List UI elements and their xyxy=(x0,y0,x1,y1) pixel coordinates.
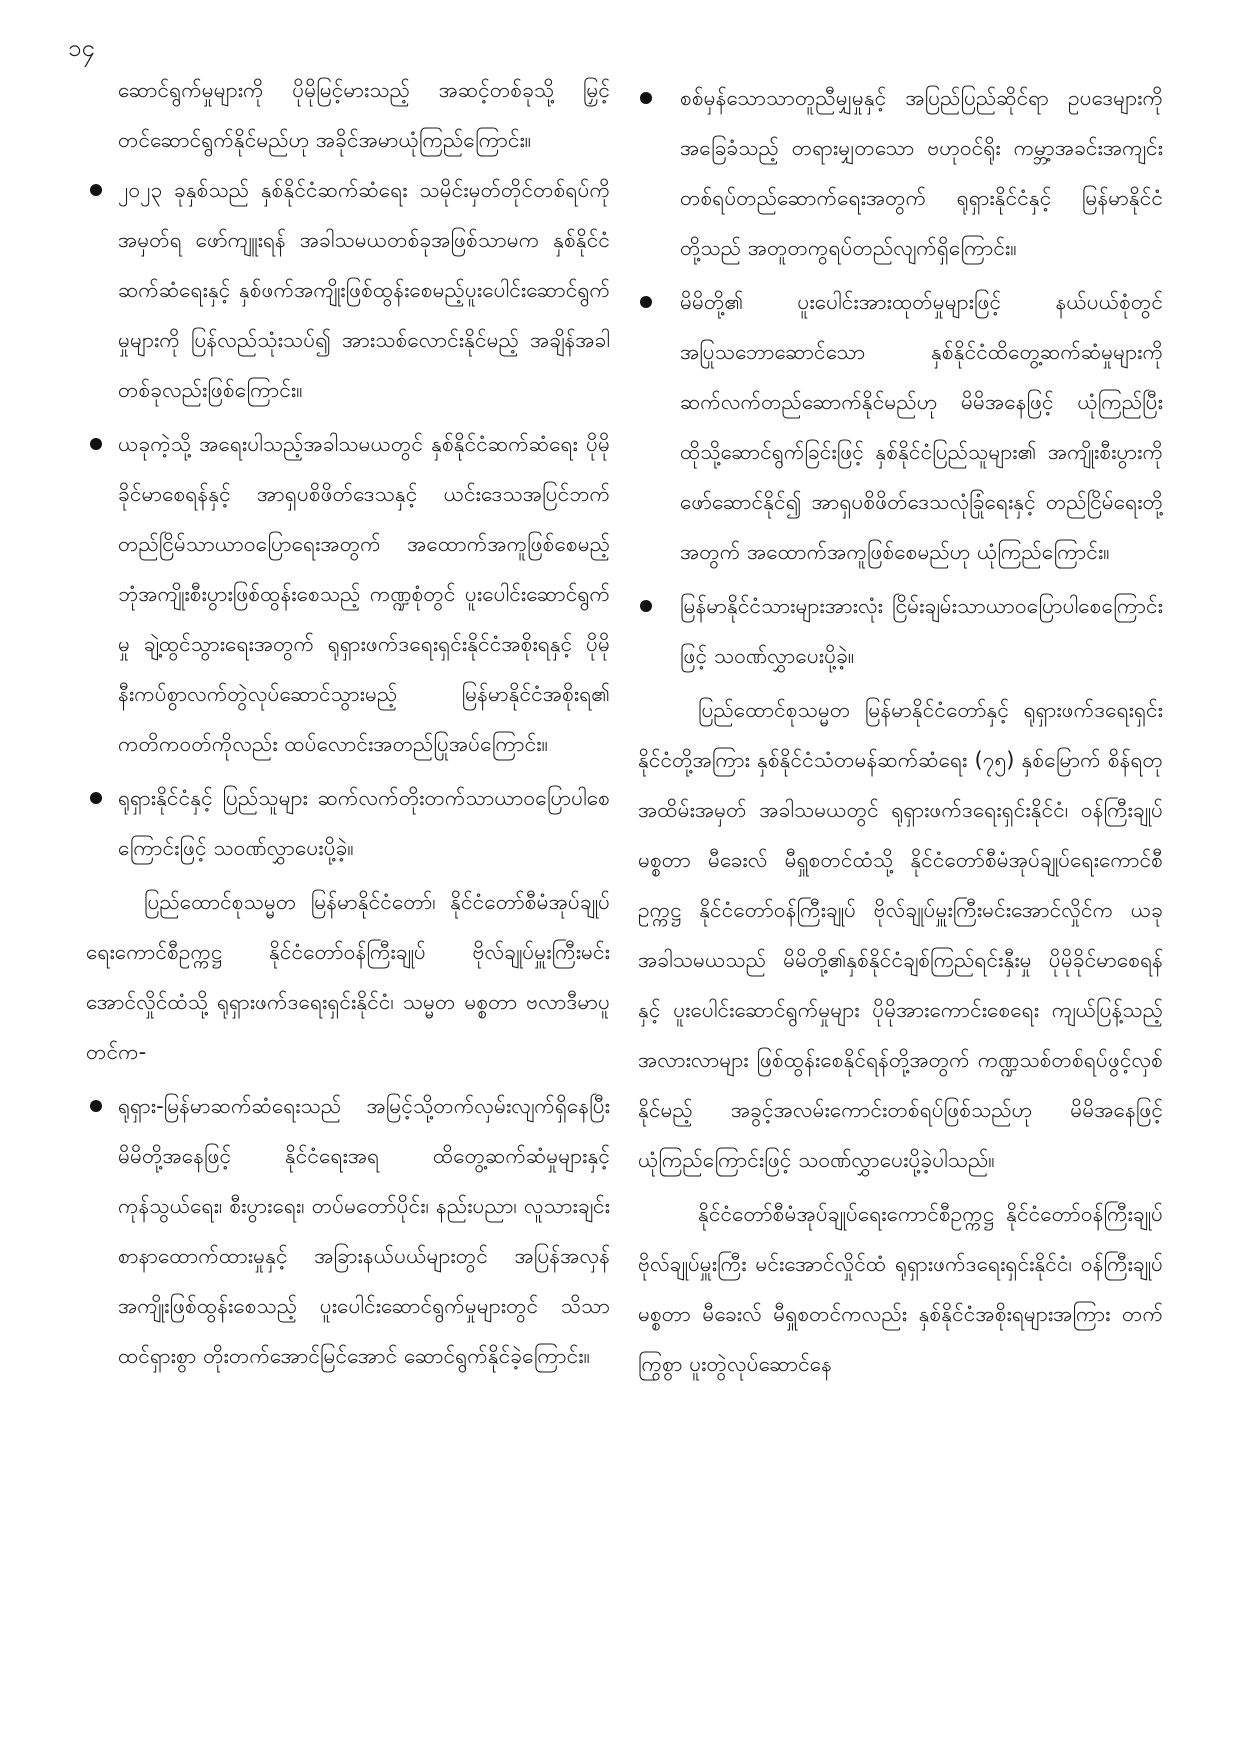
bullet-icon xyxy=(90,184,102,196)
bullet-item xyxy=(86,165,610,415)
bullet-item xyxy=(638,73,1163,273)
bullet-icon xyxy=(90,438,102,450)
bullet-text: မြန်မာနိုင်ငံသားများအားလုံး ငြိမ်းချမ်းသာယာဝပြောပါစေကြောင်းဖြင့် သဝဏ်လွှာပေးပို့ခဲ့။ xyxy=(680,594,1163,668)
bullet-item xyxy=(86,1081,610,1381)
bullet-icon xyxy=(640,92,652,104)
right-column xyxy=(638,73,1163,1673)
bullet-text: ရုရှားနိုင်ငံနှင့် ပြည်သူများ ဆက်လက်တိုးတက်သာယာဝပြောပါစေကြောင်းဖြင့် သဝဏ်လွှာပေးပို့ခဲ့။ xyxy=(118,786,610,860)
bullet-icon xyxy=(90,792,102,804)
body-paragraph xyxy=(86,877,610,1077)
left-column xyxy=(86,65,610,1625)
bullet-item xyxy=(638,581,1163,681)
bullet-text: စစ်မှန်သောသာတူညီမျှမှုနှင့် အပြည်ပြည်ဆိုင်ရာ ဥပဒေများကိုအခြေခံသည့် တရားမျှတသော ဗဟုဝင်ရိုး ကမ္ဘာ့အခင်းအကျင်း တစ်ရပ်တည်ဆောက်ရေးအတွက် ရုရှားနိုင်ငံနှင့် မြန်မာနိုင်ငံတို့သည် အတူတကွရပ်တည်လျက်ရှိကြောင်း။ xyxy=(680,86,1163,260)
body-paragraph xyxy=(638,685,1163,1185)
bullet-text: ရုရှား-မြန်မာဆက်ဆံရေးသည် အမြင့်သို့တက်လှမ်းလျက်ရှိနေပြီး မိမိတို့အနေဖြင့် နိုင်ငံရေးအရ ထိတွေ့ဆက်ဆံမှုများနှင့် ကုန်သွယ်ရေး၊ စီးပွားရေး၊ တပ်မတော်ပိုင်း၊ နည်းပညာ၊ လူသားချင်းစာနာထောက်ထားမှုနှင့် အခြားနယ်ပယ်များတွင် အပြန်အလှန် အကျိုးဖြစ်ထွန်းစေသည့် ပူးပေါင်းဆောင်ရွက်မှုများတွင် သိသာထင်ရှားစွာ တိုးတက်အောင်မြင်အောင် ဆောင်ရွက်နိုင်ခဲ့ကြောင်း။ xyxy=(118,1094,610,1368)
bullet-item xyxy=(638,277,1163,577)
bullet-text: ယခုကဲ့သို့ အရေးပါသည့်အခါသမယတွင် နှစ်နိုင်ငံဆက်ဆံရေး ပိုမိုခိုင်မာစေရန်နှင့် အာရှပစိဖိတ်ဒေသနှင့် ယင်းဒေသအပြင်ဘက် တည်ငြိမ်သာယာဝပြောရေးအတွက် အထောက်အကူဖြစ်စေမည့် ဘုံအကျိုးစီးပွားဖြစ်ထွန်းစေသည့် ကဏ္ဍစုံတွင် ပူးပေါင်းဆောင်ရွက်မှု ချဲ့ထွင်သွားရေးအတွက် ရုရှားဖက်ဒရေးရှင်းနိုင်ငံအစိုးရနှင့် ပိုမိုနီးကပ်စွာလက်တွဲလုပ်ဆောင်သွားမည့် မြန်မာနိုင်ငံအစိုးရ၏ ကတိကဝတ်ကိုလည်း ထပ်လောင်းအတည်ပြုအပ်ကြောင်း။ xyxy=(118,432,610,756)
bullet-item xyxy=(86,773,610,873)
paragraph-text: ပြည်ထောင်စုသမ္မတ မြန်မာနိုင်ငံတော်၊ နိုင်ငံတော်စီမံအုပ်ချုပ်ရေးကောင်စီဥက္ကဋ္ဌ နိုင်ငံတော်ဝန်ကြီးချုပ် ဗိုလ်ချုပ်မှူးကြီးမင်းအောင်လှိုင်ထံသို့ ရုရှားဖက်ဒရေးရှင်းနိုင်ငံ၊ သမ္မတ မစ္စတာ ဗလာဒီမာပူတင်က- xyxy=(86,890,610,1064)
bullet-icon xyxy=(640,296,652,308)
bullet-icon xyxy=(90,1100,102,1112)
bullet-icon xyxy=(640,600,652,612)
page-number: ၁၄ xyxy=(68,34,95,62)
continued-paragraph xyxy=(86,65,610,165)
paragraph-text: နိုင်ငံတော်စီမံအုပ်ချုပ်ရေးကောင်စီဥက္ကဋ္ဌ နိုင်ငံတော်ဝန်ကြီးချုပ် ဗိုလ်ချုပ်မှူးကြီး မင်းအောင်လှိုင်ထံ ရုရှားဖက်ဒရေးရှင်းနိုင်ငံ၊ ဝန်ကြီးချုပ် မစ္စတာ မီခေးလ် မီရှူစတင်ကလည်း နှစ်နိုင်ငံအစိုးရများအကြား တက်ကြွစွာ ပူးတွဲလုပ်ဆောင်နေ xyxy=(638,1202,1163,1376)
bullet-text: မိမိတို့၏ ပူးပေါင်းအားထုတ်မှုများဖြင့် နယ်ပယ်စုံတွင် အပြုသဘောဆောင်သော နှစ်နိုင်ငံထိတွေ့ဆက်ဆံမှုများကို ဆက်လက်တည်ဆောက်နိုင်မည်ဟု မိမိအနေဖြင့် ယုံကြည်ပြီး ထိုသို့ဆောင်ရွက်ခြင်းဖြင့် နှစ်နိုင်ငံပြည်သူများ၏ အကျိုးစီးပွားကို ဖော်ဆောင်နိုင်၍ အာရှပစိဖိတ်ဒေသလုံခြုံရေးနှင့် တည်ငြိမ်ရေးတို့အတွက် အထောက်အကူဖြစ်စေမည်ဟု ယုံကြည်ကြောင်း။ xyxy=(680,290,1163,564)
body-paragraph xyxy=(638,1189,1163,1389)
paragraph-text: ပြည်ထောင်စုသမ္မတ မြန်မာနိုင်ငံတော်နှင့် ရုရှားဖက်ဒရေးရှင်းနိုင်ငံတို့အကြား နှစ်နိုင်ငံသံတမန်ဆက်ဆံရေး (၇၅) နှစ်မြောက် စိန်ရတုအထိမ်းအမှတ် အခါသမယတွင် ရုရှားဖက်ဒရေးရှင်းနိုင်ငံ၊ ဝန်ကြီးချုပ် မစ္စတာ မီခေးလ် မီရှူစတင်ထံသို့ နိုင်ငံတော်စီမံအုပ်ချုပ်ရေးကောင်စီဥက္ကဋ္ဌ နိုင်ငံတော်ဝန်ကြီးချုပ် ဗိုလ်ချုပ်မှူးကြီးမင်းအောင်လှိုင်က ယခုအခါသမယသည် မိမိတို့၏နှစ်နိုင်ငံချစ်ကြည်ရင်းနှီးမှု ပိုမိုခိုင်မာစေရန်နှင့် ပူးပေါင်းဆောင်ရွက်မှုများ ပိုမိုအားကောင်းစေရေး ကျယ်ပြန့်သည့်အလားလာများ ဖြစ်ထွန်းစေနိုင်ရန်တို့အတွက် ကဏ္ဍသစ်တစ်ရပ်ဖွင့်လှစ်နိုင်မည့် အခွင့်အလမ်းကောင်းတစ်ရပ်ဖြစ်သည်ဟု မိမိအနေဖြင့် ယုံကြည်ကြောင်းဖြင့် သဝဏ်လွှာပေးပို့ခဲ့ပါသည်။ xyxy=(638,698,1163,1172)
bullet-text: ၂၀၂၃ ခုနှစ်သည် နှစ်နိုင်ငံဆက်ဆံရေး သမိုင်းမှတ်တိုင်တစ်ရပ်ကို အမှတ်ရ ဖော်ကျူးရန် အခါသမယတစ်ခုအဖြစ်သာမက နှစ်နိုင်ငံဆက်ဆံရေးနှင့် နှစ်ဖက်အကျိုးဖြစ်ထွန်းစေမည့်ပူးပေါင်းဆောင်ရွက်မှုများကို ပြန်လည်သုံးသပ်၍ အားသစ်လောင်းနိုင်မည့် အချိန်အခါတစ်ခုလည်းဖြစ်ကြောင်း။ xyxy=(118,178,610,402)
paragraph-text: ဆောင်ရွက်မှုများကို ပိုမိုမြင့်မားသည့် အဆင့်တစ်ခုသို့ မြှင့်တင်ဆောင်ရွက်နိုင်မည်ဟု အခိုင်အမာယုံကြည်ကြောင်း။ xyxy=(118,78,610,152)
bullet-item xyxy=(86,419,610,769)
